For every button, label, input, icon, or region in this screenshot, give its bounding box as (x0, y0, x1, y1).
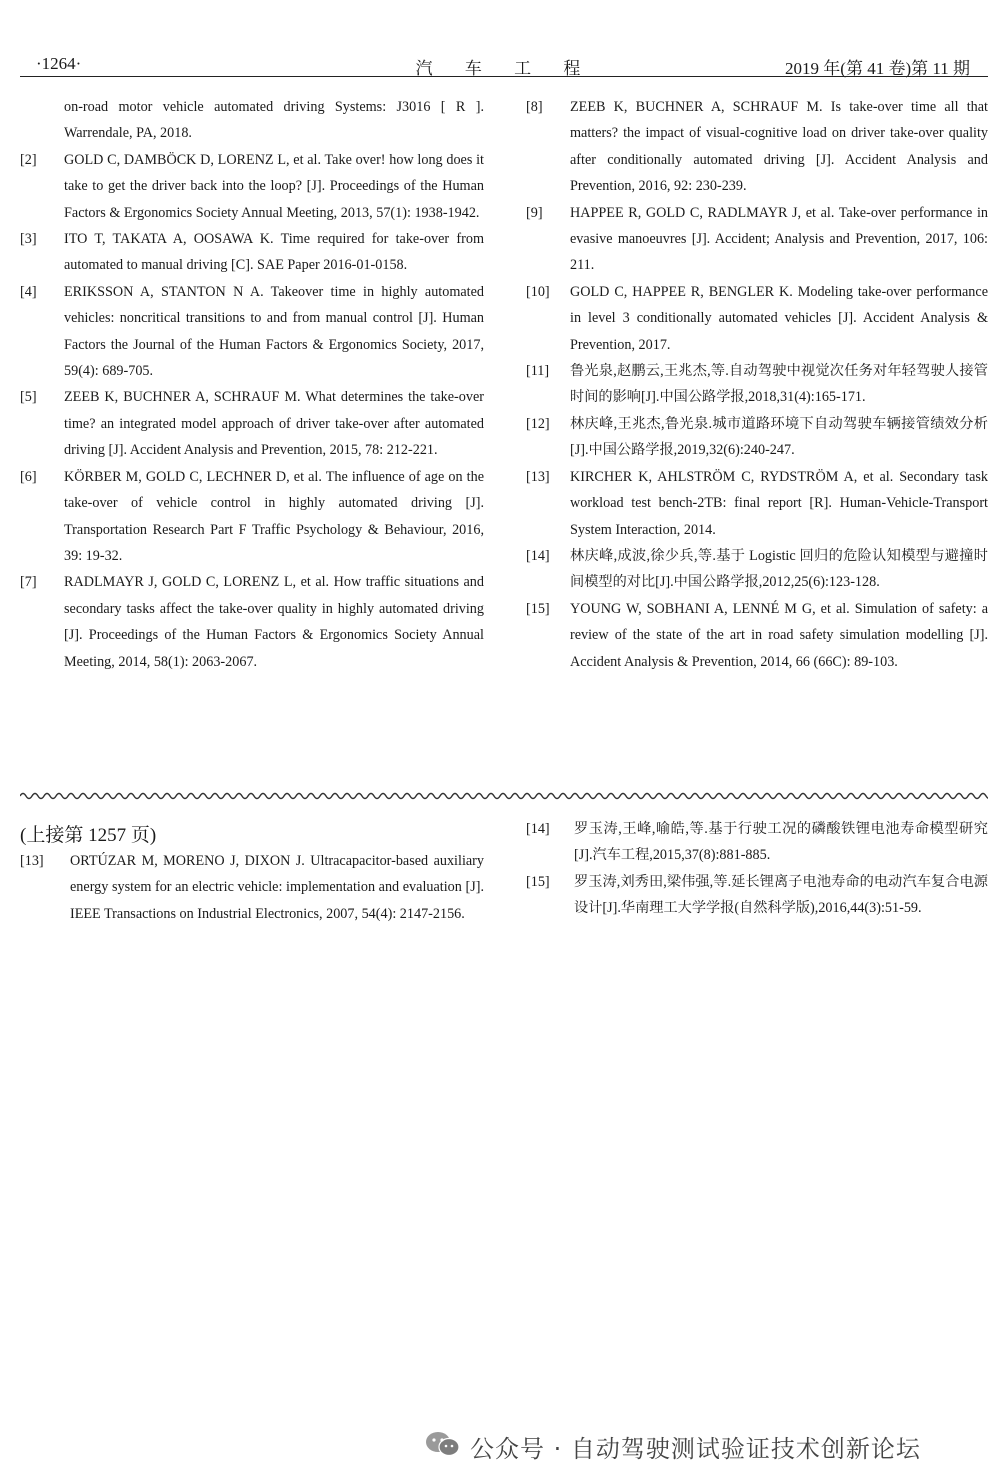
reference-item (526, 464, 988, 543)
reference-number: [8] (526, 99, 543, 115)
reference-text: 林庆峰,成波,徐少兵,等.基于 Logistic 回归的危险认知模型与避撞时间模型的对比[J].中国公路学报,2012,25(6):123-128. (570, 547, 988, 591)
reference-number: [6] (20, 468, 37, 485)
reference-text: KÖRBER M, GOLD C, LECHNER D, et al. The influence of age on the take-over of vehicle control in highly automated driving [J]. Transportation Research Part F Traffic Psychology & Behaviour, 2016, 39: 19-32. (64, 468, 484, 564)
continuation-left-column (20, 848, 484, 927)
reference-item (20, 569, 484, 675)
volume-info: 2019 年(第 41 卷)第 11 期 (785, 59, 970, 78)
reference-number: [15] (526, 600, 550, 617)
page-number: ·1264· (36, 54, 82, 73)
reference-item (526, 596, 988, 675)
header-rule (20, 76, 988, 77)
reference-number: [4] (20, 283, 37, 300)
reference-text: on-road motor vehicle automated driving Systems: J3016 [ R ]. Warrendale, PA, 2018. (64, 99, 484, 142)
reference-item (20, 848, 484, 927)
reference-number: [14] (526, 821, 550, 837)
reference-text: KIRCHER K, AHLSTRÖM C, RYDSTRÖM A, et al. Secondary task workload test bench-2TB: final report [R]. Human-Vehicle-Transport System Interaction, 2014. (570, 468, 988, 538)
reference-text: ZEEB K, BUCHNER A, SCHRAUF M. Is take-over time all that matters? the impact of visual-cognitive load on driver take-over quality after conditionally automated driving [J]. Accident Analysis and Prevention, 2016, 92: 230-239. (570, 99, 988, 195)
reference-text: 林庆峰,王兆杰,鲁光泉.城市道路环境下自动驾驶车辆接管绩效分析[J].中国公路学报,2019,32(6):240-247. (570, 415, 988, 459)
reference-text: 罗玉涛,刘秀田,梁伟强,等.延长锂离子电池寿命的电动汽车复合电源设计[J].华南理工大学学报(自然科学版),2016,44(3):51-59. (574, 873, 988, 917)
reference-number: [11] (526, 363, 550, 380)
reference-number: [14] (526, 547, 550, 564)
journal-title: 汽 车 工 程 (415, 59, 595, 78)
reference-text: GOLD C, DAMBÖCK D, LORENZ L, et al. Take over! how long does it take to get the driver back into the loop? [J]. Proceedings of the Human Factors & Ergonomics Society Annual Meeting, 2013, 57(1): 1938-1942. (64, 151, 484, 221)
reference-text: ITO T, TAKATA A, OOSAWA K. Time required for take-over from automated to manual driving [C]. SAE Paper 2016-01-0158. (64, 231, 484, 274)
wavy-separator (20, 790, 988, 802)
reference-item (526, 279, 988, 358)
reference-text: RADLMAYR J, GOLD C, LORENZ L, et al. How traffic situations and secondary tasks affect the take-over quality in highly automated driving [J]. Proceedings of the Human Factors & Ergonomics Society Annual Meeting, 2014, 58(1): 2063-2067. (64, 574, 484, 670)
reference-number: [9] (526, 204, 543, 221)
page-header (22, 52, 988, 78)
reference-number: [2] (20, 151, 37, 168)
watermark-text: 公众号 · 自动驾驶测试验证技术创新论坛 (470, 1435, 921, 1463)
references-left-column (20, 94, 484, 675)
reference-item (526, 411, 988, 464)
reference-text: YOUNG W, SOBHANI A, LENNÉ M G, et al. Simulation of safety: a review of the state of the art in road safety simulation modelling [J]. Accident Analysis & Prevention, 2014, 66 (66C): 89-103. (570, 600, 988, 670)
reference-item (526, 94, 988, 200)
reference-number: [13] (526, 468, 550, 485)
reference-item (20, 279, 484, 385)
reference-text: HAPPEE R, GOLD C, RADLMAYR J, et al. Take-over performance in evasive manoeuvres [J]. Accident; Analysis and Prevention, 2017, 106: 211. (570, 204, 988, 274)
references-right-column (526, 94, 988, 675)
reference-text: GOLD C, HAPPEE R, BENGLER K. Modeling take-over performance in level 3 conditionally automated vehicles [J]. Accident Analysis & Prevention, 2017. (570, 283, 988, 353)
reference-text: 鲁光泉,赵鹏云,王兆杰,等.自动驾驶中视觉次任务对年轻驾驶人接管时间的影响[J].中国公路学报,2018,31(4):165-171. (570, 363, 988, 406)
reference-text: ERIKSSON A, STANTON N A. Takeover time in highly automated vehicles: noncritical transitions to and from manual control [J]. Human Factors the Journal of the Human Factors & Ergonomics Society, 2017, 59(4): 689-705. (64, 283, 484, 380)
reference-item (526, 200, 988, 279)
continuation-right-column (526, 816, 988, 922)
reference-item (20, 464, 484, 570)
reference-item (20, 384, 484, 463)
continuation-heading: (上接第 1257 页) (20, 825, 157, 846)
reference-text: 罗玉涛,王峰,喻皓,等.基于行驶工况的磷酸铁锂电池寿命模型研究[J].汽车工程,2015,37(8):881-885. (574, 821, 988, 864)
reference-text: ZEEB K, BUCHNER A, SCHRAUF M. What determines the take-over time? an integrated model approach of driver take-over after automated driving [J]. Accident Analysis and Prevention, 2015, 78: 212-221. (64, 389, 484, 459)
reference-number: [7] (20, 574, 37, 591)
reference-number: [13] (20, 853, 44, 869)
reference-number: [3] (20, 231, 37, 248)
reference-item (526, 869, 988, 922)
reference-item (20, 147, 484, 226)
wechat-icon (424, 1430, 462, 1458)
wechat-watermark (424, 1426, 984, 1466)
reference-item (20, 94, 484, 147)
reference-item (526, 358, 988, 411)
reference-item (20, 226, 484, 279)
reference-item (526, 816, 988, 869)
reference-number: [12] (526, 415, 550, 432)
reference-number: [5] (20, 389, 37, 406)
reference-item (526, 543, 988, 596)
reference-number: [10] (526, 283, 550, 300)
reference-text: ORTÚZAR M, MORENO J, DIXON J. Ultracapacitor-based auxiliary energy system for an electric vehicle: implementation and evaluation [J]. IEEE Transactions on Industrial Electronics, 2007, 54(4): 2147-2156. (70, 853, 484, 922)
reference-number: [15] (526, 873, 550, 890)
